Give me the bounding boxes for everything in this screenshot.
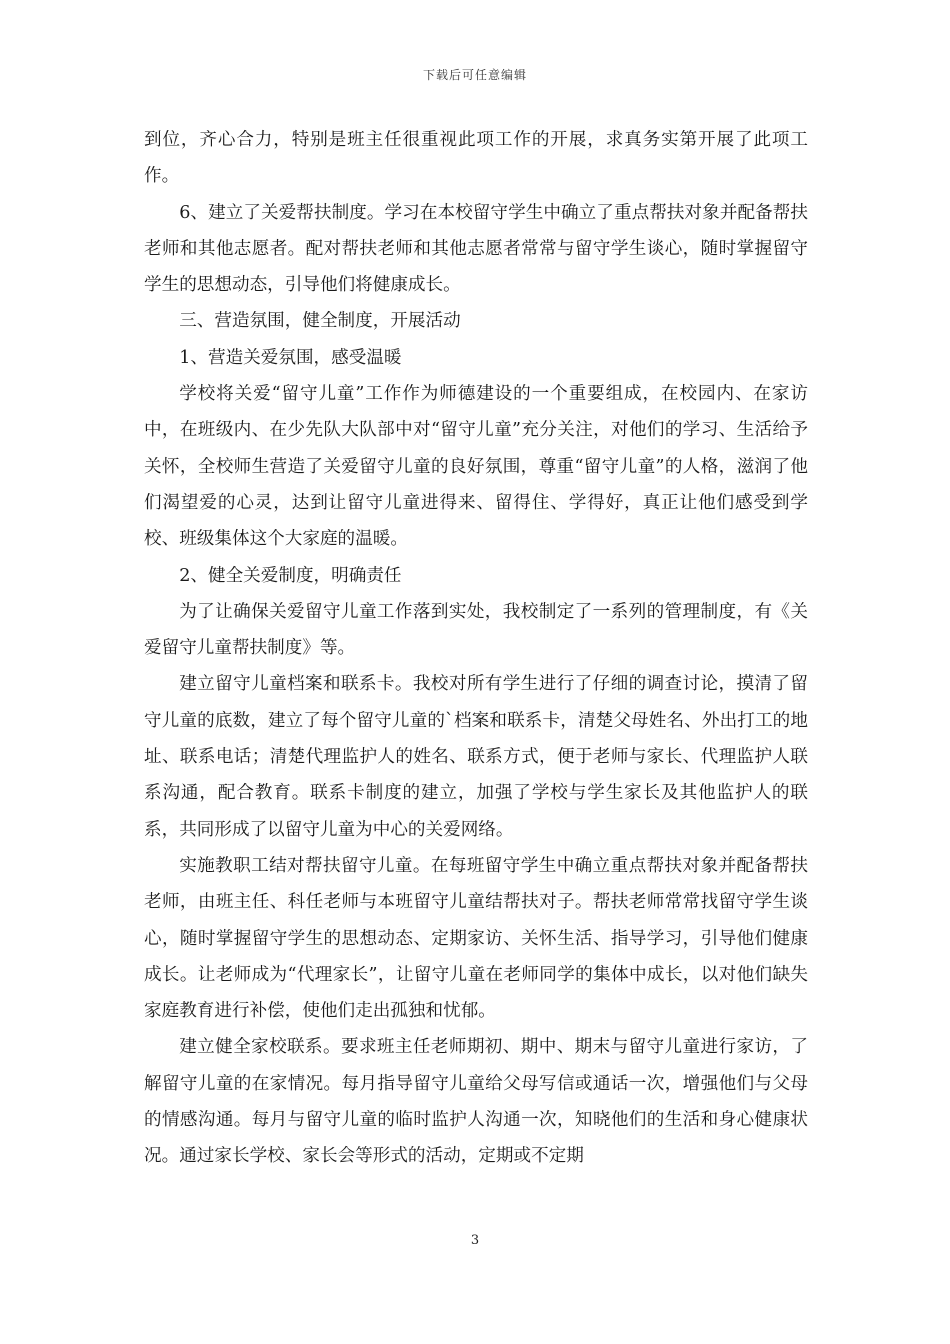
paragraph: 三、营造氛围，健全制度，开展活动: [179, 311, 461, 332]
paragraph: 到位，齐心合力，特别是班主任很重视此项工作的开展，求真务实第开展了此项工作。: [144, 130, 808, 187]
paragraph: 学校将关爱“留守儿童”工作作为师德建设的一个重要组成，在校园内、在家访中，在班级内、在少先队大队部中对“留守儿童”充分关注，对他们的学习、生活给予关怀，全校师生营造了关爱留守儿童的良好氛围，尊重“留守儿童”的人格，滋润了他们渴望爱的心灵，达到让留守儿童进得来、留得住、学得好，真正让他们感受到学校、班级集体这个大家庭的温暖。: [144, 384, 808, 550]
paragraph: 建立健全家校联系。要求班主任老师期初、期中、期末与留守儿童进行家访，了解留守儿童的在家情况。每月指导留守儿童给父母写信或通话一次，增强他们与父母的情感沟通。每月与留守儿童的临时监护人沟通一次，知晓他们的生活和身心健康状况。通过家长学校、家长会等形式的活动，定期或不定期: [144, 1037, 808, 1167]
document-body: [144, 122, 808, 1175]
paragraph: 1、营造关爱氛围，感受温暖: [179, 347, 402, 368]
page-number: 3: [470, 1233, 480, 1248]
paragraph: 为了让确保关爱留守儿童工作落到实处，我校制定了一系列的管理制度，有《关爱留守儿童帮扶制度》等。: [144, 601, 808, 659]
paragraph: 实施教职工结对帮扶留守儿童。在每班留守学生中确立重点帮扶对象并配备帮扶老师，由班主任、科任老师与本班留守儿童结帮扶对子。帮扶老师常常找留守学生谈心，随时掌握留守学生的思想动态、定期家访、关怀生活、指导学习，引导他们健康成长。让老师成为“代理家长”，让留守儿童在老师同学的集体中成长，以对他们缺失家庭教育进行补偿，使他们走出孤独和忧郁。: [144, 855, 808, 1022]
paragraph: 2、健全关爱制度，明确责任: [179, 565, 402, 586]
paragraph: 6、建立了关爱帮扶制度。学习在本校留守学生中确立了重点帮扶对象并配备帮扶老师和其他志愿者。配对帮扶老师和其他志愿者常常与留守学生谈心，随时掌握留守学生的思想动态，引导他们将健康成长。: [144, 202, 808, 296]
header-note: 下载后可任意编辑: [422, 68, 527, 82]
paragraph: 建立留守儿童档案和联系卡。我校对所有学生进行了仔细的调查讨论，摸清了留守儿童的底数，建立了每个留守儿童的`档案和联系卡，清楚父母姓名、外出打工的地址、联系电话；清楚代理监护人的姓名、联系方式，便于老师与家长、代理监护人联系沟通，配合教育。联系卡制度的建立，加强了学校与学生家长及其他监护人的联系，共同形成了以留守儿童为中心的关爱网络。: [144, 674, 808, 840]
